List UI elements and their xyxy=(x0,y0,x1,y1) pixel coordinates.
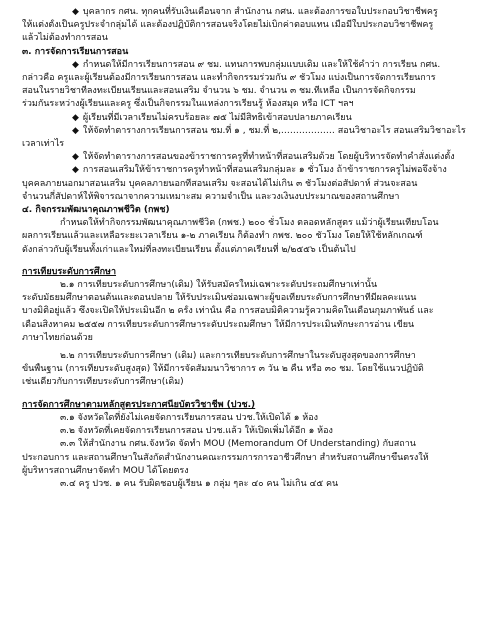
diamond-bullet-icon: ◆ xyxy=(72,59,79,70)
text-line: กำหนดให้ทำกิจกรรมพัฒนาคุณภาพชีวิต (กพช.) ๒๐๐ ชั่วโมง ตลอดหลักสูตร แม้ว่าผู้เรียนเทียบโอน xyxy=(60,218,439,229)
diamond-bullet-icon: ◆ xyxy=(72,165,79,176)
section-heading-life-quality: ๔. กิจกรรมพัฒนาคุณภาพชีวิต (กพช) xyxy=(22,205,170,216)
bullet-item xyxy=(22,112,481,125)
text-line: กำหนดให้มีการเรียนการสอน ๙ ชม. แทนการพบกลุ่มแบบเดิม และให้ใช้คำว่า การเรียน กศน. xyxy=(82,59,441,70)
bullet-item xyxy=(22,164,481,177)
text-line: ภาษาไทยก่อนด้วย xyxy=(22,332,93,343)
paragraph-personnel xyxy=(22,6,481,19)
text-line: ๒.๑ การเทียบระดับการศึกษา(เดิม) ให้รับสมัครใหม่เฉพาะระดับประถมศึกษาเท่านั้น xyxy=(60,280,378,291)
text-line: จำนวนกี่สัปดาห์ให้พิจารณาจากความเหมาะสม ความจำเป็น และวงเงินงบประมาณของสถานศึกษา xyxy=(22,191,400,202)
text-line: ประกอบการ และสถานศึกษาในสังกัดสำนักงานคณะกรรมการการอาชีวศึกษา สำหรับสถานศึกษาขึ้นตรงให้ xyxy=(22,452,429,463)
text-line: ให้จัดทำตารางการสอนของข้าราชการครูที่ทำหน้าที่สอนเสริมด้วย โดยผู้บริหารจัดทำคำสั่งแต่งตั้ง xyxy=(82,152,455,163)
text-line: ระดับมัธยมศึกษาตอนต้นและตอนปลาย ให้รับประเมินซ่อมเฉพาะผู้ขอเทียบระดับการศึกษาที่มีผลคะแนน xyxy=(22,293,417,304)
text-line: ผู้เรียนที่มีเวลาเรียนไม่ครบร้อยละ ๗๕ ไม่มีสิทธิเข้าสอบปลายภาคเรียน xyxy=(82,112,352,123)
text-line: ผลการเรียนแล้วและเหลือระยะเวลาเรียน ๑-๒ ภาคเรียน ก็ต้องทำ กพช. ๒๐๐ ชั่วโมง โดยให้ใช้หลักเกณฑ์ xyxy=(22,231,423,242)
text-line: กล่าวคือ ครูและผู้เรียนต้องมีการเรียนการสอน และทำกิจกรรมร่วมกัน ๙ ชั่วโมง แบ่งเป็นการจัดการเรียนการ xyxy=(22,73,436,84)
section-heading-teaching: ๓. การจัดการเรียนการสอน xyxy=(22,46,129,57)
diamond-bullet-icon: ◆ xyxy=(72,125,79,136)
text-line: ดังกล่าวกับผู้เรียนทั้งเก่าและใหม่ที่ลงทะเบียนเรียน ตั้งแต่ภาคเรียนที่ ๒/๒๕๕๖ เป็นต้นไป xyxy=(22,244,356,255)
text-line: การสอนเสริมให้ข้าราชการครูทำหน้าที่สอนเสริมกลุ่มละ ๑ ชั่วโมง ถ้าข้าราชการครูไม่พอจึงจ้าง xyxy=(82,165,447,176)
text-line: ๓.๓ ให้สำนักงาน กศน.จังหวัด จัดทำ MOU (Memorandum Of Understanding) กับสถาน xyxy=(60,439,416,450)
text-line: ให้จัดทำตารางการเรียนการสอน ชม.ที่ ๑ , ชม.ที่ ๒,……………… สอนวิชาอะไร สอนเสริมวิชาอะไร xyxy=(82,125,466,136)
section-heading-vocational: การจัดการศึกษาตามหลักสูตรประกาศนียบัตรวิชาชีพ (ปวช.) xyxy=(22,399,256,410)
diamond-bullet-icon: ◆ xyxy=(72,152,79,163)
text-line: บุคคลภายนอกมาสอนเสริม บุคคลภายนอกที่สอนเสริม จะสอนได้ไม่เกิน ๓ ชั่วโมงต่อสัปดาห์ ส่วนจะสอน xyxy=(22,178,418,189)
list-item: ๓.๒ จังหวัดที่เคยจัดการเรียนการสอน ปวช.แล้ว ให้เปิดเพิ่มได้อีก ๑ ห้อง xyxy=(60,426,333,437)
text-line: เช่นเดียวกับการเทียบระดับการศึกษา(เดิม) xyxy=(22,377,184,388)
text-line: บางมิติอยู่แล้ว ซึ่งจะเปิดให้ประเมินอีก ๒ ครั้ง เท่านั้น คือ การสอบมิติความรู้ความคิดในเดือนกุมภาพันธ์ และ xyxy=(22,306,434,317)
section-heading-equivalency: การเทียบระดับการศึกษา xyxy=(22,266,117,277)
diamond-bullet-icon: ◆ xyxy=(72,112,79,123)
bullet-item xyxy=(22,59,481,72)
list-item: ๓.๑ จังหวัดใดที่ยังไม่เคยจัดการเรียนการสอน ปวช.ให้เปิดได้ ๑ ห้อง xyxy=(60,412,319,423)
text-line: ร่วมกันระหว่างผู้เรียนและครู ซึ่งเป็นกิจกรรมในแหล่งการเรียนรู้ ห้องสมุด หรือ ICT ฯลฯ xyxy=(22,99,354,110)
text-line: แล้วไม่ต้องทำการสอน xyxy=(22,33,108,44)
text-line: ๒.๒ การเทียบระดับการศึกษา (เดิม) และการเทียบระดับการศึกษาในระดับสูงสุดของการศึกษา xyxy=(60,351,416,362)
bullet-item xyxy=(22,151,481,164)
text-line: ผู้บริหารสถานศึกษาจัดทำ MOU ได้โดยตรง xyxy=(22,465,189,476)
text-line: เดือนสิงหาคม ๒๕๕๗ การเทียบระดับการศึกษาระดับประถมศึกษา ให้มีการประเมินทักษะการอ่าน เขียน xyxy=(22,319,415,330)
text-line: เวลาเท่าไร xyxy=(22,139,65,150)
list-item: ๓.๔ ครู ปวช. ๑ คน รับผิดชอบผู้เรียน ๑ กลุ่ม ๆละ ๔๐ คน ไม่เกิน ๔๕ คน xyxy=(60,478,339,489)
text-line: ขั้นพื้นฐาน (การเทียบระดับสูงสุด) ให้มีการจัดสัมมนาวิชาการ ๓ วัน ๒ คืน หรือ ๓๐ ชม. โดยใช้แนวปฏิบัติ xyxy=(22,364,424,375)
diamond-bullet-icon: ◆ xyxy=(72,7,79,17)
bullet-item xyxy=(22,125,481,138)
text-line: บุคลากร กศน. ทุกคนที่รับเงินเดือนจาก สำนักงาน กศน. และต้องการขอใบประกอบวิชาชีพครู xyxy=(82,7,438,17)
text-line: สอนในรายวิชาที่ลงทะเบียนเรียนและสอนเสริม จำนวน ๖ ชม. จำนวน ๓ ชม.ที่เหลือ เป็นการจัดกิจกรรม xyxy=(22,86,416,97)
text-line: ให้แต่งตั้งเป็นครูประจำกลุ่มได้ และต้องปฏิบัติการสอนจริงโดยไม่เบิกค่าตอบแทน เมื่อมีใบประกอบวิชาชีพครู xyxy=(22,20,434,31)
